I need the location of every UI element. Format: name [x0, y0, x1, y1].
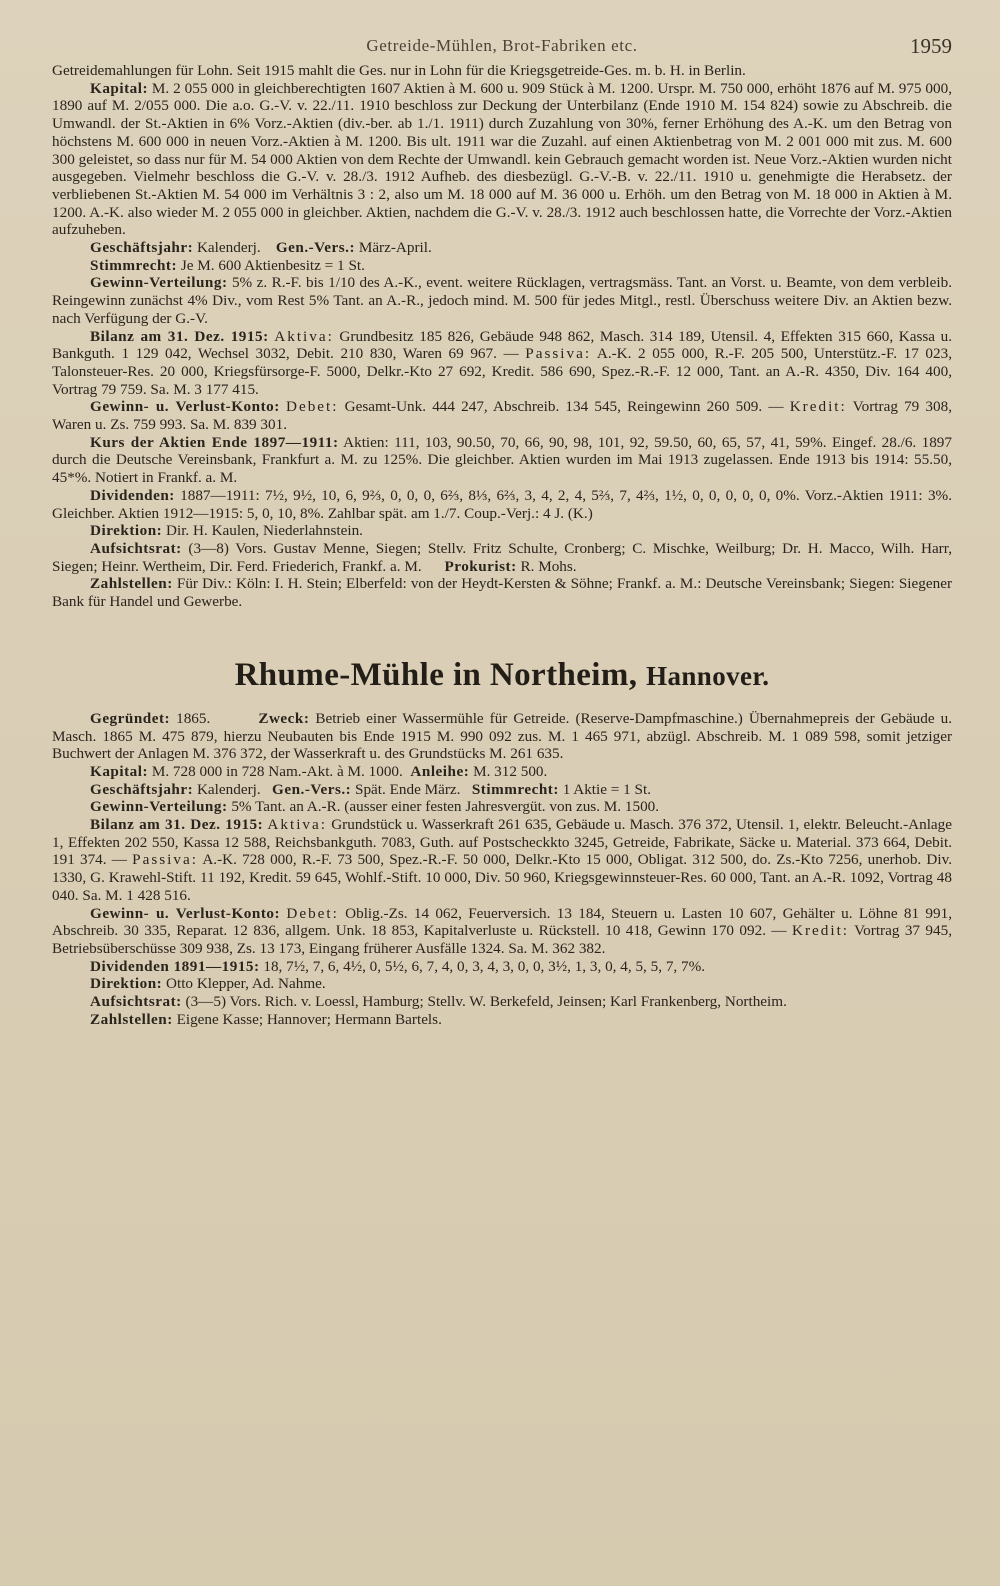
geschaeftsjahr-label-2: Geschäftsjahr: — [90, 780, 194, 798]
gewinn-verteilung-text-2: 5% Tant. an A.-R. (ausser einer festen Jahresvergüt. von zus. M. 1500. — [227, 798, 660, 816]
guv-paragraph-2 — [52, 905, 952, 958]
gewinn-verteilung-paragraph — [52, 274, 952, 327]
kapital-text-2: M. 728 000 in 728 Nam.-Akt. à M. 1000. — [148, 762, 403, 780]
zahlstellen-paragraph-2 — [52, 1011, 952, 1029]
anleihe-text: M. 312 500. — [469, 762, 548, 780]
zahlstellen-text-2: Eigene Kasse; Hannover; Hermann Bartels. — [172, 1010, 442, 1028]
direktion-label: Direktion: — [90, 522, 163, 540]
kurs-text: Aktien: 111, 103, 90.50, 70, 66, 90, 98, 101, 92, 59.50, 60, 65, 57, 41, 59%. Eingef. 28./6. 1897 durch die Deutsche Vereinsbank, Frankfurt a. M. zu 125%. Die gleichber. Aktien wurden im Mai 1913 zugelassen. Ende 1913 bis 1914: 55.50, 45*%. Notiert in Frankf. a. M. — [52, 433, 952, 487]
zweck-text: Betrieb einer Wassermühle für Getreide. (Reserve-Dampfmaschine.) Übernahmepreis der Gebäude u. Masch. 1865 M. 475 879, hierzu Neubauten bis Ende 1915 M. 990 092 zus. M. 1 465 971, abzügl. Abschreib. M. 1 089 598, somit jetziger Buchwert der Anlagen M. 376 372, der Wasserkraft u. des Grundstücks M. 261 635. — [52, 709, 953, 763]
running-head: Getreide-Mühlen, Brot-Fabriken etc. — [366, 36, 638, 55]
debet-word-2: Debet: — [286, 904, 339, 922]
debet-word: Debet: — [285, 398, 339, 416]
dividenden-text: 1887—1911: 7½, 9½, 10, 6, 9⅔, 0, 0, 0, 6⅔, 8⅓, 6⅔, 3, 4, 2, 4, 5⅔, 7, 4⅔, 1½, 0, 0, 0, 0, 0, 0%. Vorz.-Aktien 1911: 3%. Gleichber. Aktien 1912—1915: 5, 0, 10, 8%. Zahlbar spät. am 1./7. Coup.-Verj.: 4 J. (K.) — [52, 486, 952, 522]
bilanz-paragraph-2 — [52, 816, 952, 905]
aufsichtsrat-text: (3—8) Vors. Gustav Menne, Siegen; Stellv. Fritz Schulte, Cronberg; C. Mischke, Weilburg; Dr. H. Macco, Wilh. Harr, Siegen; Heinr. Wertheim, Dir. Ferd. Friederich, Frankf. a. M. — [52, 539, 952, 575]
aufsichtsrat-paragraph-2 — [52, 993, 952, 1011]
kredit-text: Vortrag 79 308, Waren u. Zs. 759 993. Sa. M. 839 301. — [52, 398, 953, 434]
kapital-text: M. 2 055 000 in gleichberechtigten 1607 Aktien à M. 600 u. 909 Stück à M. 1200. Urspr. M. 750 000, erhöht 1876 auf M. 975 000, 1890 auf M. 2/055 000. Die a.o. G.-V. v. 22./11. 1910 beschloss zur Deckung der Unterbilanz (Ende 1910 M. 154 824) sowie zu Abschreib. die Umwandl. der St.-Aktien in 6% Vorz.-Aktien (div.-ber. ab 1./1. 1911) durch Zuzahlung von 30%, ferner Erhöhung des A.-K. um den Betrag von höchstens M. 600 000 in neuen Vorz.-Aktien à M. 1200. Bis ult. 1911 war die Zuzahl. auf einen Aktienbetrag von M. 2 001 000 mit zus. M. 600 300 geleistet, so dass nur für M. 54 000 Aktien von dem Rechte der Umwandl. kein Gebrauch gemacht worden ist. Neue Vorz.-Aktien wurden nicht ausgegeben. Vielmehr beschloss die G.-V. v. 28./3. 1912 Aufheb. des diesbezügl. G.-V.-B. v. 22./11. 1910 u. genehmigte die Herabsetz. der verbliebenen St.-Aktien M. 54 000 im Verhältnis 3 : 2, also um M. 18 000 auf M. 36 000 u. Erhöh. um den Betrag von M. 18 000 in Aktien à M. 1200. A.-K. also wieder M. 2 055 000 in gleichber. Aktien, nachdem die G.-V. v. 28./3. 1912 auch beschlossen hatte, die Vorrechte der Vorz.-Aktien aufzuheben. — [52, 79, 952, 239]
page-header — [52, 32, 952, 62]
geschaeftsjahr-label: Geschäftsjahr: — [90, 239, 194, 257]
gen-vers-label: Gen.-Vers.: — [275, 239, 356, 257]
passiva-text: A.-K. 2 055 000, R.-F. 205 500, Unterstütz.-F. 17 023, Talonsteuer-Res. 20 000, Kriegsfürsorge-F. 5000, Delkr.-Kto 27 692, Kredit. 586 690, Spez.-R.-F. 12 000, Tant. an A.-R. 4350, Div. 164 400, Vortrag 79 759. Sa. M. 3 177 415. — [52, 345, 952, 398]
passiva-text-2: A.-K. 728 000, R.-F. 73 500, Spez.-R.-F. 50 000, Delkr.-Kto 15 000, Obligat. 312 500, do. Zs.-Kto 7256, unerhob. Div. 1330, G. Krawehl-Stift. 11 192, Kredit. 59 645, Wohlf.-Stift. 10 000, Div. 50 960, Kriegsgewinnsteuer-Res. 60 000, Tant. an A.-R. 1092, Vortrag 48 040. Sa. M. 1 428 516. — [52, 851, 953, 904]
stimmrecht-label: Stimmrecht: — [90, 256, 178, 274]
geschaeftsjahr-text-2: Kalenderj. — [193, 780, 261, 798]
bilanz-label-2: Bilanz am 31. Dez. 1915: — [90, 816, 264, 834]
bilanz-paragraph — [52, 328, 952, 399]
geschaeftsjahr-paragraph-2 — [52, 781, 952, 799]
zahlstellen-text: Für Div.: Köln: I. H. Stein; Elberfeld: von der Heydt-Kersten & Söhne; Frankf. a. M.: Deutsche Vereinsbank; Siegen: Siegener Bank für Handel und Gewerbe. — [52, 575, 952, 611]
company-entry-rhume-muehle — [52, 655, 952, 1029]
stimmrecht-paragraph — [52, 257, 952, 275]
aufsichtsrat-label: Aufsichtsrat: — [90, 539, 182, 557]
gen-vers-text-2: Spät. Ende März. — [351, 780, 461, 798]
aufsichtsrat-text-2: (3—5) Vors. Rich. v. Loessl, Hamburg; Stellv. W. Berkefeld, Jeinsen; Karl Frankenberg, Northeim. — [181, 993, 787, 1011]
direktion-label-2: Direktion: — [90, 975, 163, 993]
gegruendet-paragraph — [52, 710, 952, 763]
anleihe-label: Anleihe: — [410, 762, 470, 780]
kredit-word: Kredit: — [789, 398, 847, 416]
direktion-paragraph-2 — [52, 975, 952, 993]
debet-text: Gesamt-Unk. 444 247, Abschreib. 134 545, Reingewinn 260 509. — — [338, 398, 790, 416]
guv-label-2: Gewinn- u. Verlust-Konto: — [90, 904, 281, 922]
dividenden-paragraph — [52, 487, 952, 522]
debet-text-2: Oblig.-Zs. 14 062, Feuerversich. 13 184, Steuern u. Lasten 10 607, Gehälter u. Löhne 81 991, Abschreib. 30 335, Reparat. 12 836, allgem. Unk. 18 853, Kapitalverluste u. Rückstell. 10 418, Gewinn 170 092. — — [52, 904, 952, 940]
aufsichtsrat-label-2: Aufsichtsrat: — [90, 993, 182, 1011]
gewinn-verteilung-label-2: Gewinn-Verteilung: — [90, 798, 228, 816]
gen-vers-text: März-April. — [355, 239, 432, 257]
guv-paragraph — [52, 398, 952, 433]
kurs-paragraph — [52, 434, 952, 487]
kredit-text-2: Vortrag 37 945, Betriebsüberschüsse 309 938, Zs. 13 173, Eingang früherer Ausfälle 1324. Sa. M. 362 382. — [52, 922, 953, 957]
intro-paragraph: Getreidemahlungen für Lohn. Seit 1915 mahlt die Ges. nur in Lohn für die Kriegsgetreide-Ges. m. b. H. in Berlin. — [52, 62, 746, 79]
kapital-paragraph-2 — [52, 763, 952, 781]
kapital-label: Kapital: — [90, 79, 149, 97]
direktion-text-2: Otto Klepper, Ad. Nahme. — [162, 975, 326, 993]
gegruendet-label: Gegründet: — [90, 709, 171, 727]
geschaeftsjahr-text: Kalenderj. — [193, 239, 261, 257]
company-title-sub: Hannover. — [646, 660, 770, 691]
company-title — [52, 655, 952, 696]
gewinn-verteilung-text: 5% z. R.-F. bis 1/10 des A.-K., event. weitere Rücklagen, vertragsmäss. Tant. an Vorst. u. Beamte, von dem verbleib. Reingewinn zunächst 4% Div., vom Rest 5% Tant. an A.-R., jedoch mind. M. 500 für jedes Mitgl., restl. Überschuss weitere Div. an Aktien bezw. nach Verfügung der G.-V. — [52, 274, 952, 327]
gegruendet-text: 1865. — [170, 709, 211, 727]
aktiva-word-2: Aktiva: — [267, 816, 327, 834]
prokurist-label: Prokurist: — [444, 557, 517, 575]
kurs-label: Kurs der Aktien Ende 1897—1911: — [90, 433, 339, 451]
kapital-paragraph — [52, 80, 952, 239]
prokurist-text: R. Mohs. — [516, 557, 577, 575]
gen-vers-label-2: Gen.-Vers.: — [272, 780, 352, 798]
kredit-word-2: Kredit: — [792, 922, 850, 940]
passiva-word-2: Passiva: — [132, 851, 198, 869]
aktiva-text: Grundbesitz 185 826, Gebäude 948 862, Masch. 314 189, Utensil. 4, Effekten 315 660, Kassa u. Bankguth. 1 129 042, Wechsel 3032, Debit. 210 830, Waren 69 967. — — [52, 327, 953, 363]
dividenden-text-2: 18, 7½, 7, 6, 4½, 0, 5½, 6, 7, 4, 0, 3, 4, 3, 0, 0, 3½, 1, 3, 0, 4, 5, 5, 7, 7%. — [259, 957, 706, 975]
aufsichtsrat-paragraph — [52, 540, 952, 575]
aktiva-text-2: Grundstück u. Wasserkraft 261 635, Gebäude u. Masch. 376 372, Utensil. 1, elektr. Beleucht.-Anlage 1, Effekten 202 550, Kassa 12 588, Reichsbankguth. 7083, Guth. auf Postscheckkto 3245, Getreide, Fabrikate, Säcke u. Material. 373 664, Debit. 191 374. — — [52, 816, 952, 869]
stimmrecht-text-2: 1 Aktie = 1 St. — [558, 780, 651, 798]
direktion-text: Dir. H. Kaulen, Niederlahnstein. — [162, 522, 363, 540]
company-entry-continued — [52, 62, 952, 611]
direktion-paragraph — [52, 522, 952, 540]
zahlstellen-label: Zahlstellen: — [90, 575, 173, 593]
passiva-word: Passiva: — [525, 345, 592, 363]
dividenden-label-2: Dividenden 1891—1915: — [90, 957, 260, 975]
stimmrecht-text: Je M. 600 Aktienbesitz = 1 St. — [177, 256, 365, 274]
zahlstellen-paragraph — [52, 575, 952, 610]
guv-label: Gewinn- u. Verlust-Konto: — [90, 398, 280, 416]
dividenden-paragraph-2 — [52, 958, 952, 976]
aktiva-word: Aktiva: — [274, 327, 334, 345]
bilanz-label: Bilanz am 31. Dez. 1915: — [90, 327, 269, 345]
zahlstellen-label-2: Zahlstellen: — [90, 1010, 173, 1028]
stimmrecht-label-2: Stimmrecht: — [471, 780, 559, 798]
dividenden-label: Dividenden: — [90, 486, 175, 504]
zweck-label: Zweck: — [258, 709, 310, 727]
gewinn-verteilung-label: Gewinn-Verteilung: — [90, 274, 228, 292]
gewinn-verteilung-paragraph-2 — [52, 798, 952, 816]
page-number: 1959 — [910, 34, 952, 58]
geschaeftsjahr-paragraph — [52, 239, 952, 257]
company-title-main: Rhume-Mühle in Northeim, — [234, 656, 638, 693]
kapital-label-2: Kapital: — [90, 762, 149, 780]
